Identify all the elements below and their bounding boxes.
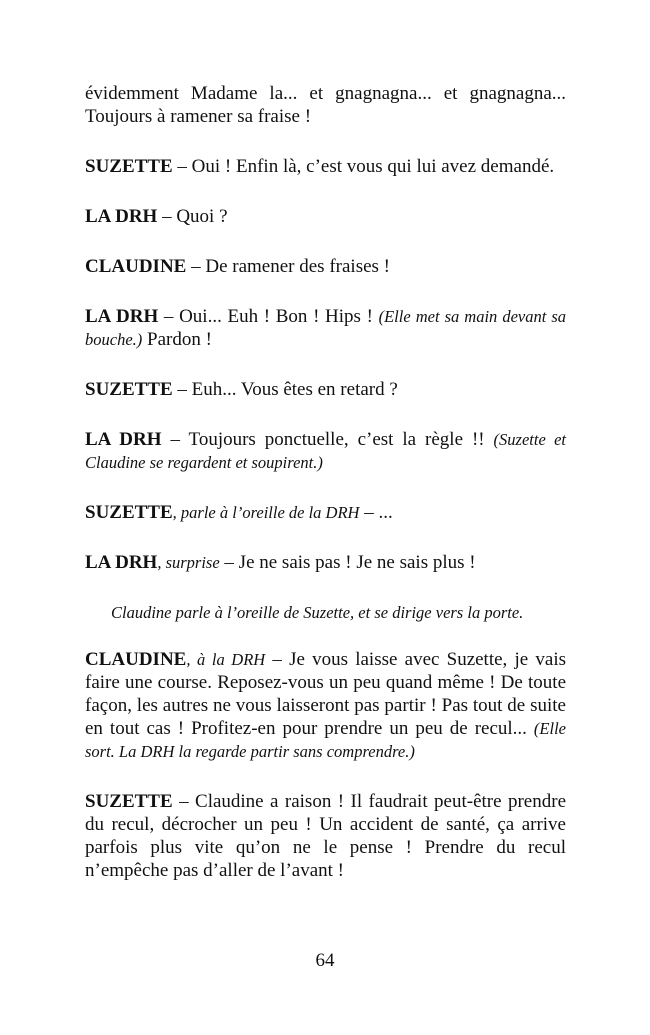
stage-direction: (Suzette et Claudine se regardent et soupirent.): [85, 430, 566, 472]
dash: –: [359, 502, 379, 523]
dialogue-text: Euh... Vous êtes en retard ?: [191, 379, 398, 400]
dash: –: [172, 791, 196, 812]
dialogue-text: Oui ! Enfin là, c’est vous qui lui avez demandé.: [191, 156, 555, 177]
dialogue-text: ...: [378, 502, 393, 523]
paragraph-6: [85, 378, 566, 401]
speaker-name: LA DRH: [85, 306, 159, 327]
dialogue-text-after: Pardon !: [142, 329, 212, 350]
paragraph-12: [85, 790, 566, 882]
speaker-name: SUZETTE: [85, 502, 173, 523]
speaker-name: CLAUDINE: [85, 649, 187, 670]
paragraph-11: [85, 648, 566, 763]
dialogue-text: Je vous laisse avec Suzette, je vais faire une course. Reposez-vous un peu quand même ! De toute façon, les autres ne vous laisseront pas partir ! Pas tout de suite en tout cas ! Profitez-en pour prendre un peu de recul...: [85, 649, 567, 739]
page-number: 64: [315, 950, 335, 971]
dash: –: [186, 256, 206, 277]
paragraph-5: [85, 305, 566, 351]
speaker-name: LA DRH: [85, 429, 162, 450]
paragraph-8: [85, 501, 566, 524]
dialogue-text: De ramener des fraises !: [205, 256, 390, 277]
paragraph-4: [85, 255, 566, 278]
speaker-name: CLAUDINE: [85, 256, 187, 277]
paragraph-7: [85, 428, 566, 474]
speaker-direction: , à la DRH: [186, 650, 266, 669]
dash: –: [265, 649, 290, 670]
paragraph-2: [85, 155, 566, 178]
speaker-direction: , surprise: [157, 553, 220, 572]
stage-direction-paragraph: Claudine parle à l’oreille de Suzette, et se dirige vers la porte.: [111, 603, 524, 622]
dialogue-text: évidemment Madame la... et gnagnagna... et gnagnagna... Toujours à ramener sa fraise !: [85, 83, 566, 127]
dialogue-text: Claudine a raison ! Il faudrait peut-être prendre du recul, décrocher un peu ! Un accident de santé, ça arrive parfois plus vite qu’on ne le pense ! Prendre du recul n’empêche pas d’aller de l’avant !: [85, 791, 566, 881]
speaker-direction: , parle à l’oreille de la DRH: [172, 503, 360, 522]
speaker-name: LA DRH: [85, 206, 158, 227]
speaker-name: SUZETTE: [85, 379, 173, 400]
speaker-name: LA DRH: [85, 552, 158, 573]
paragraph-9: [85, 551, 566, 574]
dialogue-text: Toujours ponctuelle, c’est la règle !!: [188, 429, 494, 450]
script-text: [85, 82, 566, 903]
dash: –: [172, 156, 192, 177]
dash: –: [219, 552, 239, 573]
speaker-name: SUZETTE: [85, 791, 173, 812]
paragraph-1: [85, 82, 566, 128]
dialogue-text: Oui... Euh ! Bon ! Hips !: [179, 306, 379, 327]
paragraph-3: [85, 205, 566, 228]
dash: –: [172, 379, 192, 400]
stage-direction: (Elle sort. La DRH la regarde partir sans comprendre.): [85, 719, 566, 761]
dialogue-text: Je ne sais pas ! Je ne sais plus !: [238, 552, 476, 573]
dash: –: [157, 206, 177, 227]
stage-direction: (Elle met sa main devant sa bouche.): [85, 307, 567, 349]
dialogue-text: Quoi ?: [176, 206, 228, 227]
dash: –: [161, 429, 189, 450]
speaker-name: SUZETTE: [85, 156, 173, 177]
dash: –: [158, 306, 180, 327]
